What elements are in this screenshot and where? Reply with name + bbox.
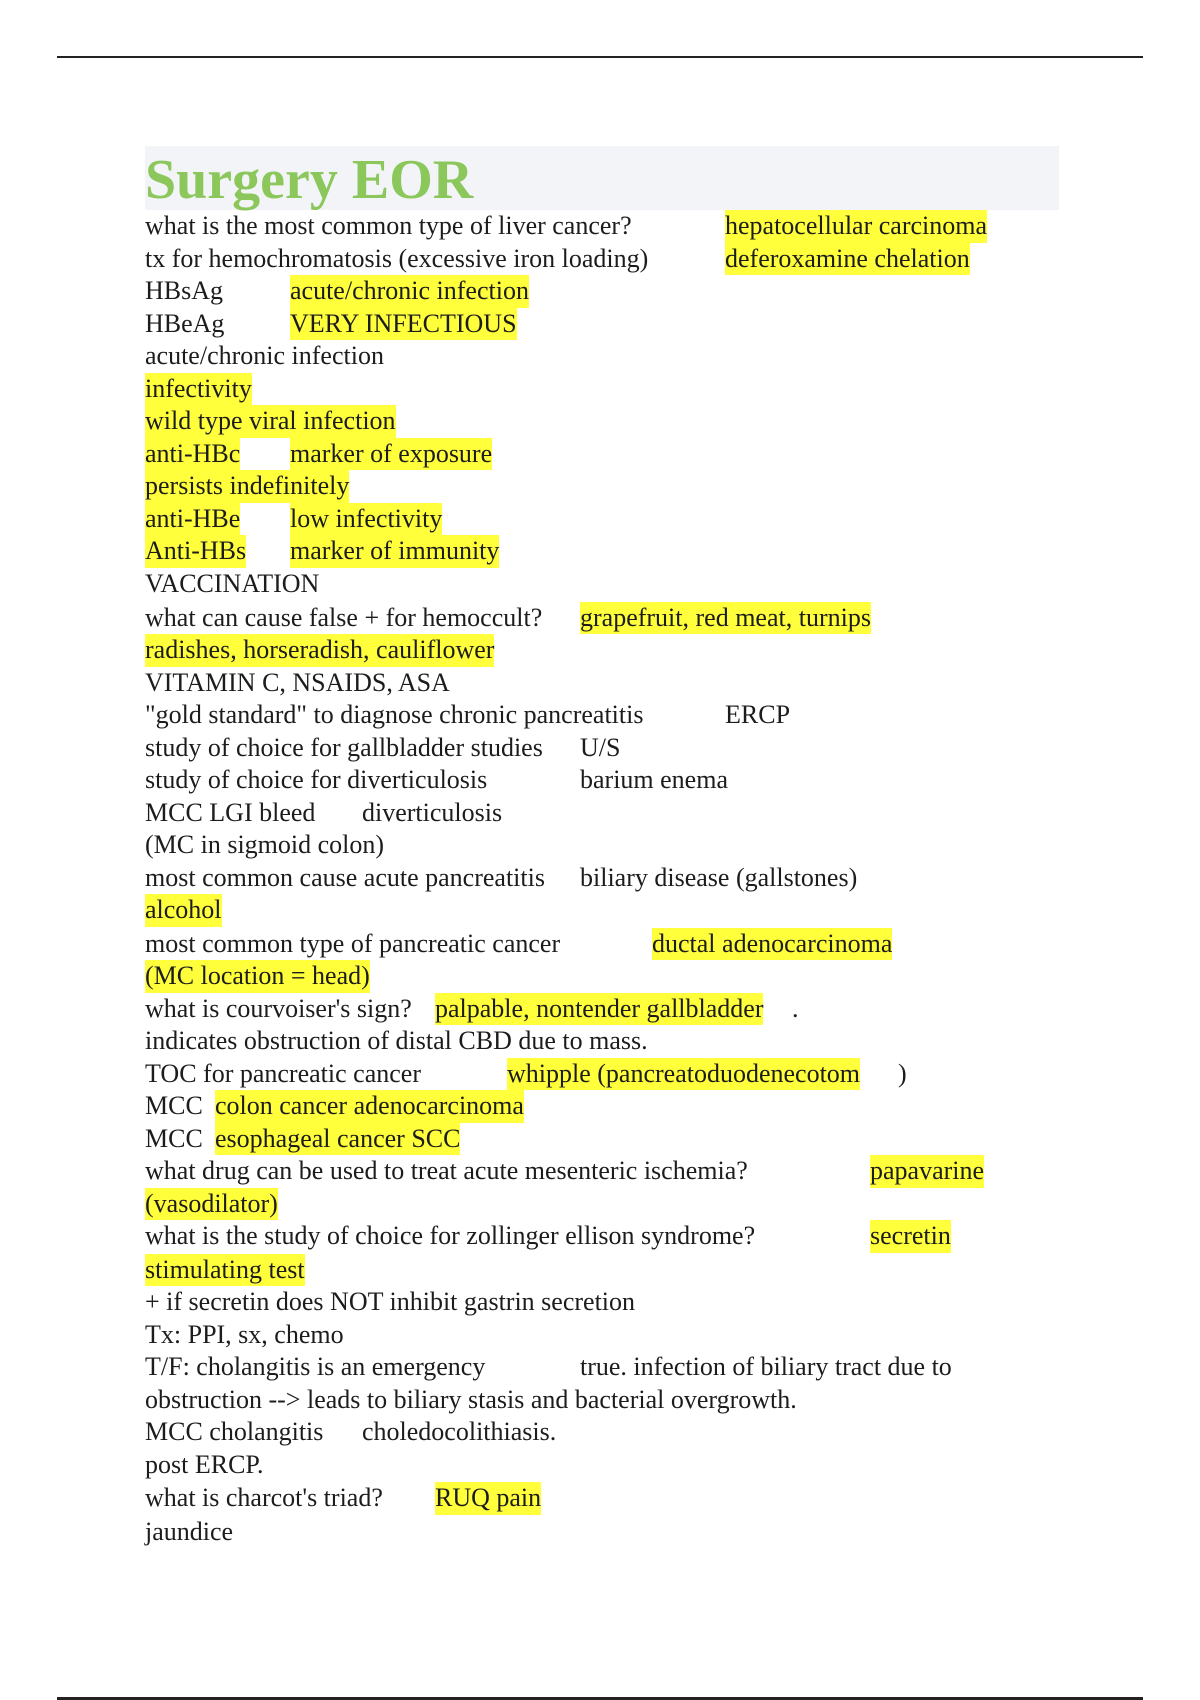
note-line — [145, 928, 1045, 961]
note-text: what is courvoiser's sign? — [145, 993, 412, 1023]
note-text: indicates obstruction of distal CBD due to mass. — [145, 1026, 648, 1055]
highlighted-text: esophageal cancer SCC — [215, 1123, 460, 1156]
note-text: Tx: PPI, sx, chemo — [145, 1319, 344, 1349]
note-text: HBeAg — [145, 308, 225, 338]
highlighted-text: acute/chronic infection — [290, 275, 529, 308]
note-line — [145, 602, 1045, 635]
note-line — [145, 503, 1045, 536]
highlighted-text: papavarine — [870, 1155, 984, 1188]
note-text: MCC LGI bleed — [145, 797, 316, 827]
highlighted-text: marker of exposure — [290, 438, 492, 471]
note-text: study of choice for diverticulosis — [145, 765, 488, 794]
highlighted-text: secretin — [870, 1220, 951, 1253]
note-text: ) — [898, 1058, 907, 1088]
note-text: TOC for pancreatic cancer — [145, 1058, 421, 1088]
highlighted-text: alcohol — [145, 894, 222, 927]
note-text: (MC in sigmoid colon) — [145, 830, 385, 859]
note-line — [145, 535, 1045, 568]
note-line — [145, 797, 1045, 830]
note-line — [145, 667, 1045, 700]
note-text: jaundice — [145, 1516, 234, 1546]
note-line — [145, 405, 1045, 438]
note-text: diverticulosis — [362, 797, 503, 827]
note-line — [145, 894, 1045, 927]
note-text: U/S — [580, 732, 621, 762]
note-line — [145, 960, 1045, 993]
highlighted-text: VERY INFECTIOUS — [290, 308, 517, 341]
notes-body — [145, 210, 1045, 1548]
note-line — [145, 308, 1045, 341]
note-line — [145, 699, 1045, 732]
highlighted-text: ductal adenocarcinoma — [652, 928, 892, 961]
highlighted-text: Anti-HBs — [145, 535, 246, 568]
note-line — [145, 340, 1045, 373]
header-rule — [57, 56, 1143, 58]
highlighted-text: hepatocellular carcinoma — [725, 210, 987, 243]
note-text: . — [792, 993, 799, 1023]
note-text: what is charcot's triad? — [145, 1483, 383, 1512]
note-line — [145, 993, 1045, 1026]
note-line — [145, 1286, 1045, 1319]
highlighted-text: grapefruit, red meat, turnips — [580, 602, 871, 635]
page-title: Surgery EOR — [145, 149, 474, 211]
note-line — [145, 1384, 1045, 1417]
note-text: MCC — [145, 1091, 203, 1120]
note-line — [145, 243, 1045, 276]
note-text: true. infection of biliary tract due to — [580, 1352, 952, 1381]
highlighted-text: colon cancer adenocarcinoma — [215, 1090, 524, 1123]
note-line — [145, 1319, 1045, 1352]
note-text: what is the most common type of liver cancer? — [145, 211, 632, 240]
note-text: most common type of pancreatic cancer — [145, 928, 561, 958]
note-line — [145, 1220, 1045, 1253]
highlighted-text: (MC location = head) — [145, 960, 370, 993]
note-line — [145, 1090, 1045, 1123]
note-text: post ERCP. — [145, 1449, 264, 1479]
highlighted-text: persists indefinitely — [145, 470, 349, 503]
note-line — [145, 1516, 1045, 1549]
highlighted-text: infectivity — [145, 373, 252, 406]
note-line — [145, 210, 1045, 243]
note-line — [145, 634, 1045, 667]
note-line — [145, 732, 1045, 765]
highlighted-text: radishes, horseradish, cauliflower — [145, 634, 494, 667]
note-text: choledocolithiasis. — [362, 1417, 557, 1446]
note-line — [145, 1416, 1045, 1449]
note-text: + if secretin does NOT inhibit gastrin secretion — [145, 1287, 636, 1316]
note-line — [145, 1254, 1045, 1287]
note-line — [145, 470, 1045, 503]
note-line — [145, 1123, 1045, 1156]
note-line — [145, 764, 1045, 797]
note-text: MCC — [145, 1123, 203, 1153]
highlighted-text: wild type viral infection — [145, 405, 396, 438]
note-text: acute/chronic infection — [145, 341, 384, 370]
note-text: VACCINATION — [145, 568, 320, 598]
note-text: HBsAg — [145, 276, 224, 305]
note-line — [145, 1449, 1045, 1482]
note-text: "gold standard" to diagnose chronic pancreatitis — [145, 700, 644, 729]
note-text: obstruction --> leads to biliary stasis and bacterial overgrowth. — [145, 1384, 797, 1414]
note-line — [145, 829, 1045, 862]
note-text: tx for hemochromatosis (excessive iron loading) — [145, 243, 649, 273]
highlighted-text: deferoxamine chelation — [725, 243, 970, 276]
note-text: what can cause false + for hemoccult? — [145, 602, 543, 632]
note-text: ERCP — [725, 700, 791, 729]
highlighted-text: low infectivity — [290, 503, 442, 536]
note-line — [145, 568, 1045, 601]
highlighted-text: stimulating test — [145, 1254, 305, 1287]
highlighted-text: palpable, nontender gallbladder — [435, 993, 763, 1026]
note-text: barium enema — [580, 765, 728, 794]
note-line — [145, 1188, 1045, 1221]
note-text: T/F: cholangitis is an emergency — [145, 1352, 486, 1381]
note-line — [145, 438, 1045, 471]
highlighted-text: anti-HBc — [145, 438, 240, 471]
note-text: what is the study of choice for zollinger ellison syndrome? — [145, 1221, 756, 1250]
note-text: what drug can be used to treat acute mesenteric ischemia? — [145, 1156, 748, 1185]
note-text: VITAMIN C, NSAIDS, ASA — [145, 667, 450, 697]
note-line — [145, 1025, 1045, 1058]
highlighted-text: whipple (pancreatoduodenecotom — [507, 1058, 860, 1091]
highlighted-text: RUQ pain — [435, 1482, 541, 1515]
note-line — [145, 1482, 1045, 1515]
note-line — [145, 275, 1045, 308]
highlighted-text: (vasodilator) — [145, 1188, 278, 1221]
note-text: biliary disease (gallstones) — [580, 862, 858, 892]
note-text: most common cause acute pancreatitis — [145, 862, 545, 892]
highlighted-text: anti-HBe — [145, 503, 240, 536]
note-text: study of choice for gallbladder studies — [145, 732, 543, 762]
note-line — [145, 862, 1045, 895]
highlighted-text: marker of immunity — [290, 535, 499, 568]
note-text: MCC cholangitis — [145, 1417, 324, 1446]
note-line — [145, 1351, 1045, 1384]
note-line — [145, 1058, 1045, 1091]
note-line — [145, 373, 1045, 406]
note-line — [145, 1155, 1045, 1188]
